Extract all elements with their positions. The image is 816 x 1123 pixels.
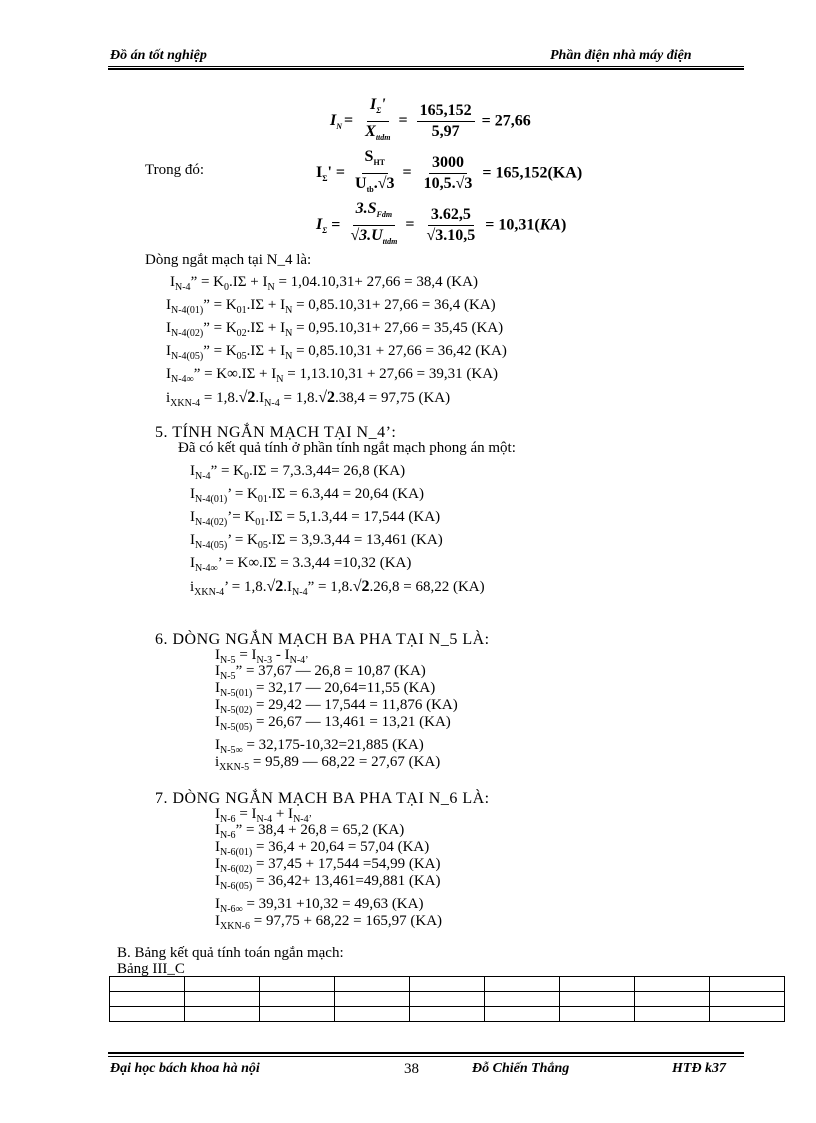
table-cell [260,977,335,992]
sec5-line-4: $I_{N-4\infty}$’ = K∞.IΣ = 3.3,44 =10,32 (KA) [190,555,412,574]
sec6-line-4: $I_{N-5(05)} = 26,67$ — 13,461 = 13,21 (KA) [215,714,451,733]
header-rule-thin [108,66,744,67]
table-cell [560,1007,635,1022]
fraction-values: $\frac{3000}{10,5.√3}$ [423,154,473,193]
table-cell [710,992,785,1007]
table-cell [410,977,485,992]
sec5-ixk-line: $i_{XKN-4}$’ = $1,8.√2.I_{N-4}$” = 1,8.√2.26,8 = 68,22 (KA) [190,578,485,598]
table-cell [635,992,710,1007]
table-cell [710,1007,785,1022]
part-b-title: B. Bảng kết quả tính toán ngắn mạch: [117,945,344,961]
table-cell [635,1007,710,1022]
table-cell [635,977,710,992]
sec6-line-3: $I_{N-5(02)} = 29,42$ — 17,544 = 11,876 (KA) [215,697,458,716]
sec6-line-1: $I_{N-5}$” = 37,67 — 26,8 = 10,87 (KA) [215,663,426,682]
table-cell [485,992,560,1007]
sec6-line-0: $I_{N-5} = I_{N-3} - I_{N-4’}$ [215,647,309,666]
section-6-title: 6. DÒNG NGẮN MẠCH BA PHA TẠI N_5 LÀ: [155,631,490,648]
section-5-title: 5. TÍNH NGẮN MẠCH TẠI N_4’: [155,424,397,441]
formula-isigma-prime: $I_\Sigma'$ = $\frac{S_{HT}}{U_{tb}.√3}$ = $\frac{3000}{10,5.√3}$ = 165,152(KA) [316,148,582,199]
header-left: Đồ án tốt nghiệp [110,48,207,63]
table-cell [110,1007,185,1022]
footer-university: Đại học bách khoa hà nội [110,1061,260,1076]
table-cell [410,1007,485,1022]
footer-author: Đỗ Chiến Thắng [472,1061,570,1076]
table-row [110,977,785,992]
footer-rule-thin [108,1056,744,1057]
formula-result: = 27,66 [481,112,531,130]
table-cell [410,992,485,1007]
sec7-line-3: $I_{N-6(02)} = 37,45 + 17,544 =54,99$ (KA) [215,856,441,875]
sec7-line-2: $I_{N-6(01)} = 36,4 + 20,64 = 57,04$ (KA) [215,839,430,858]
table-row [110,992,785,1007]
table-cell [710,977,785,992]
n4-line-2: $I_{N-4(02)}$” = $K_{02}.I\Sigma + I_N = 0,95.10,31+ 27,66 = 35,45$ (KA) [166,320,504,339]
table-row [110,1007,785,1022]
n4-line-3: $I_{N-4(05)}$” = $K_{05}.I\Sigma + I_N = 0,85.10,31 + 27,66 = 36,42$ (KA) [166,343,507,362]
footer-rule-thick [108,1052,744,1054]
sec7-ixk-line: $I_{XKN-6} = 97,75 + 68,22 = 165,97$ (KA) [215,913,443,932]
table-cell [110,992,185,1007]
table-cell [185,977,260,992]
formula-result: = 165,152(KA) [482,164,583,182]
footer-class: HTĐ k37 [672,1061,727,1076]
sec6-inf-line: $I_{N-5\infty} = 32,175-10,32=21,885$ (KA) [215,737,424,756]
fraction-s-over-u: $\frac{S_{HT}}{U_{tb}.√3}$ [355,148,395,195]
formula-in: $I_N$ = $\frac{I_\Sigma'}{X_{ttdm}}$ = $\frac{165,152}{5,97}$ = 27,66 [330,96,531,147]
formula-result: = 10,31(KA) [485,216,567,234]
table-cell [560,992,635,1007]
table-cell [335,1007,410,1022]
sec6-ixk-line: $i_{XKN-5} = 95,89$ — 68,22 = 27,67 (KA) [215,754,441,773]
section-7-title: 7. DÒNG NGẮN MẠCH BA PHA TẠI N_6 LÀ: [155,790,490,807]
sec5-line-1: $I_{N-4(01)}$’ = $K_{01}.I\Sigma = 6.3,44 = 20,64$ (KA) [190,486,424,505]
formula-isigma: $I_\Sigma$ = $\frac{3.S_{Fdm}}{√3.U_{ttdm}}$ = $\frac{3.62,5}{√3.10,5}$ = 10,31(KA) [316,200,566,251]
trong-do-label: Trong đó: [145,162,205,178]
sec5-line-2: $I_{N-4(02)}’= K_{01}.I\Sigma = 5,1.3,44 = 17,544$ (KA) [190,509,441,528]
table-cell [560,977,635,992]
fraction-values: $\frac{3.62,5}{√3.10,5}$ [426,206,476,245]
sec5-line-3: $I_{N-4(05)}$’ = $K_{05}.I\Sigma = 3,9.3,44 = 13,461$ (KA) [190,532,443,551]
sec6-line-2: $I_{N-5(01)} = 32,17$ — 20,64=11,55 (KA) [215,680,436,699]
table-cell [185,1007,260,1022]
table-cell [485,1007,560,1022]
header-rule-thick [108,68,744,70]
n4-ixk-line: $i_{XKN-4} = 1,8.√2.I_{N-4} = 1,8.√2.38,4 = 97,75$ (KA) [166,389,451,409]
table-cell [335,977,410,992]
n4-line-0: $I_{N-4}$” = $K_0.I\Sigma + I_N = 1,04.10,31+ 27,66 = 38,4$ (KA) [170,274,478,293]
table-cell [185,992,260,1007]
page-number: 38 [404,1061,419,1077]
sec7-inf-line: $I_{N-6\infty} = 39,31 +10,32 = 49,63$ (KA) [215,896,424,915]
sec5-line-0: $I_{N-4}$” = $K_0.I\Sigma = 7,3.3,44= 26,8$ (KA) [190,463,406,482]
table-caption: Bảng III_C [117,961,185,977]
fraction-3s-over-u: $\frac{3.S_{Fdm}}{√3.U_{ttdm}}$ [350,200,398,247]
table-cell [110,977,185,992]
table-cell [335,992,410,1007]
fraction-i-over-x: $\frac{I_\Sigma'}{X_{ttdm}}$ [365,96,391,143]
sec7-line-0: $I_{N-6} = I_{N-4} + I_{N-4’}$ [215,806,312,825]
n4-line-1: $I_{N-4(01)}$” = $K_{01}.I\Sigma + I_N = 0,85.10,31+ 27,66 = 36,4$ (KA) [166,297,496,316]
section-5-subtitle: Đã có kết quả tính ở phần tính ngắt mạch phong án một: [178,440,516,456]
table-cell [485,977,560,992]
table-cell [260,1007,335,1022]
header-right: Phần điện nhà máy điện [550,48,692,63]
n4-line-4: $I_{N-4\infty}$” = $K\infty.I\Sigma + I_N = 1,13.10,31 + 27,66 = 39,31$ (KA) [166,366,499,385]
sec7-line-1: $I_{N-6}$” = 38,4 + 26,8 = 65,2 (KA) [215,822,405,841]
n4-heading: Dòng ngắt mạch tại N_4 là: [145,252,312,268]
table-cell [260,992,335,1007]
fraction-values: $\frac{165,152}{5,97}$ [417,102,475,141]
results-table [109,976,785,1022]
sec7-line-4: $I_{N-6(05)} = 36,42+ 13,461=49,881$ (KA) [215,873,441,892]
